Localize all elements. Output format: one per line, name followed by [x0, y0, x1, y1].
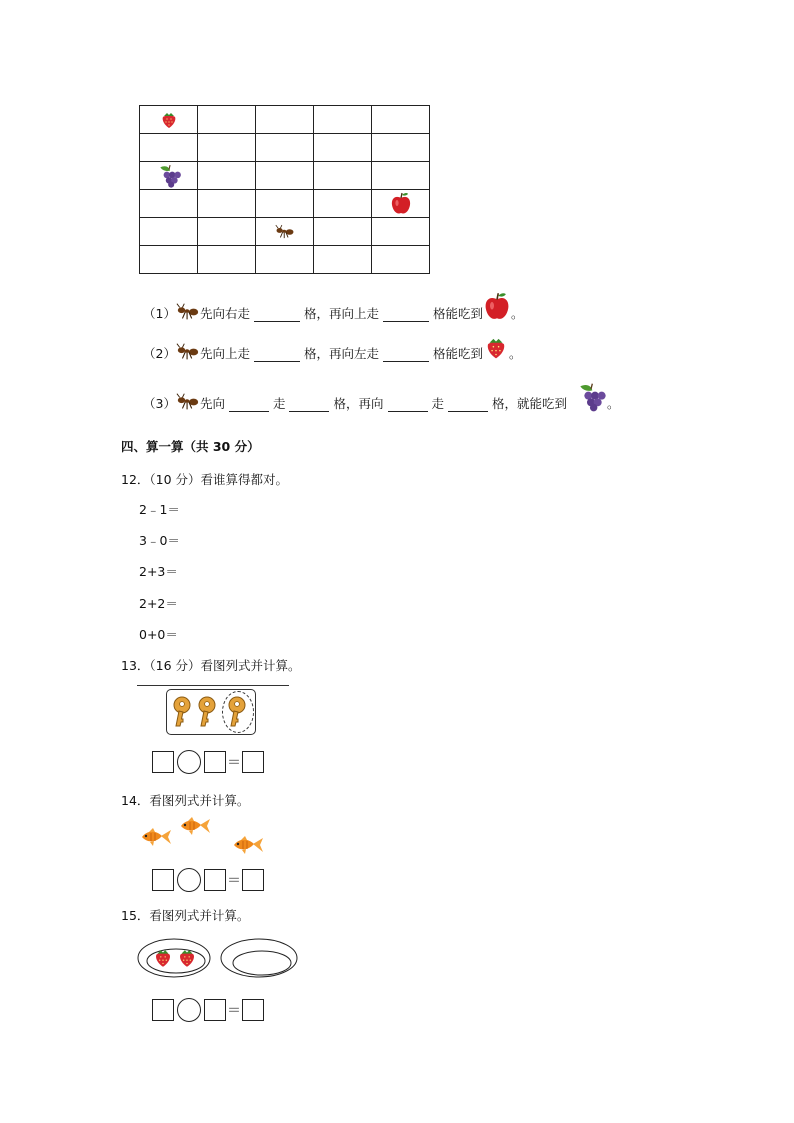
grid-cell — [256, 190, 314, 218]
q11-item-1 — [143, 292, 524, 322]
answer-blank[interactable] — [229, 397, 269, 412]
result-box[interactable] — [242, 869, 264, 891]
expression: 0+0＝ — [139, 627, 178, 642]
strawberry-icon — [483, 334, 509, 362]
instruction-text: 先向上走 — [199, 346, 250, 361]
answer-blank[interactable] — [383, 307, 429, 322]
ant-icon — [176, 342, 200, 362]
equation-row — [152, 868, 264, 892]
key-icon — [196, 695, 218, 729]
grid-cell — [140, 162, 198, 190]
grid-cell — [140, 134, 198, 162]
answer-blank[interactable] — [289, 397, 329, 412]
period: 。 — [509, 346, 522, 361]
grid-cell — [372, 190, 430, 218]
grid-cell — [314, 134, 372, 162]
grid-cell — [198, 246, 256, 274]
goldfish-icon — [231, 834, 265, 856]
grid-cell — [256, 246, 314, 274]
grid-cell — [372, 162, 430, 190]
answer-blank[interactable] — [388, 397, 428, 412]
grid-cell — [314, 106, 372, 134]
question-15-title: 15．看图列式并计算。 — [121, 908, 250, 923]
grid-cell — [372, 106, 430, 134]
equals-sign: ＝ — [227, 755, 241, 771]
period: 。 — [511, 306, 524, 321]
expression: 2﹣1＝ — [139, 502, 180, 517]
period: 。 — [607, 396, 620, 411]
instruction-text: 格能吃到 — [432, 346, 483, 361]
ant-icon — [275, 224, 295, 240]
instruction-text: 格，再向 — [333, 396, 384, 411]
result-box[interactable] — [242, 751, 264, 773]
instruction-text: 格，再向左走 — [303, 346, 379, 361]
grid-cell — [140, 106, 198, 134]
instruction-text: 格能吃到 — [432, 306, 483, 321]
instruction-text: 走 — [272, 396, 286, 411]
equals-sign: ＝ — [227, 1003, 241, 1019]
q11-item-2 — [143, 334, 522, 362]
key-icon — [171, 695, 193, 729]
goldfish-icon — [139, 826, 173, 848]
answer-blank[interactable] — [254, 307, 300, 322]
grid-cell — [140, 246, 198, 274]
grid-cell — [198, 190, 256, 218]
number-box[interactable] — [152, 869, 174, 891]
grid-cell — [372, 218, 430, 246]
key-icon — [226, 695, 248, 729]
answer-blank[interactable] — [383, 347, 429, 362]
grid-cell — [314, 162, 372, 190]
equals-sign: ＝ — [227, 873, 241, 889]
question-14-title: 14．看图列式并计算。 — [121, 793, 250, 808]
instruction-text: 格，再向上走 — [303, 306, 379, 321]
section-title: 四、算一算（共 30 分） — [121, 439, 260, 454]
grid-cell — [140, 218, 198, 246]
expression: 3﹣0＝ — [139, 533, 180, 548]
goldfish-icon — [178, 815, 212, 837]
item-number: （2） — [143, 346, 176, 361]
grid-cell — [198, 218, 256, 246]
number-box[interactable] — [152, 999, 174, 1021]
grid-cell — [314, 246, 372, 274]
strawberry-icon — [152, 946, 174, 970]
grapes-icon — [575, 382, 607, 412]
equation-row — [152, 998, 264, 1022]
instruction-text: 走 — [431, 396, 445, 411]
item-number: （1） — [143, 306, 176, 321]
number-box[interactable] — [204, 751, 226, 773]
instruction-text: 先向右走 — [199, 306, 250, 321]
operator-circle[interactable] — [177, 868, 201, 892]
operator-circle[interactable] — [177, 998, 201, 1022]
grid-cell — [198, 106, 256, 134]
keys-picture — [166, 689, 256, 735]
grapes-icon — [156, 164, 182, 188]
grid-cell — [314, 190, 372, 218]
grid-cell — [256, 162, 314, 190]
grid-cell — [372, 134, 430, 162]
position-grid — [139, 105, 430, 274]
instruction-text: 格，就能吃到 — [492, 396, 568, 411]
grid-cell — [198, 162, 256, 190]
apple-icon — [390, 192, 412, 216]
answer-blank[interactable] — [448, 397, 488, 412]
instruction-text: 先向 — [199, 396, 225, 411]
result-box[interactable] — [242, 999, 264, 1021]
strawberry-icon — [159, 110, 179, 130]
operator-circle[interactable] — [177, 750, 201, 774]
question-12-title: 12．（10 分）看谁算得都对。 — [121, 472, 289, 487]
expression: 2+3＝ — [139, 564, 178, 579]
grid-cell — [256, 134, 314, 162]
ant-icon — [176, 392, 200, 412]
q11-item-3 — [143, 382, 620, 412]
grid-cell — [140, 190, 198, 218]
item-number: （3） — [143, 396, 176, 411]
ant-icon — [176, 302, 200, 322]
apple-icon — [483, 292, 511, 322]
grid-cell — [372, 246, 430, 274]
number-box[interactable] — [204, 869, 226, 891]
expression: 2+2＝ — [139, 596, 178, 611]
grid-cell — [198, 134, 256, 162]
number-box[interactable] — [152, 751, 174, 773]
question-13-title: 13．（16 分）看图列式并计算。 — [121, 658, 301, 673]
divider — [137, 685, 289, 686]
number-box[interactable] — [204, 999, 226, 1021]
grid-cell — [256, 218, 314, 246]
strawberry-icon — [176, 946, 198, 970]
answer-blank[interactable] — [254, 347, 300, 362]
grid-cell — [314, 218, 372, 246]
equation-row — [152, 750, 264, 774]
grid-cell — [256, 106, 314, 134]
